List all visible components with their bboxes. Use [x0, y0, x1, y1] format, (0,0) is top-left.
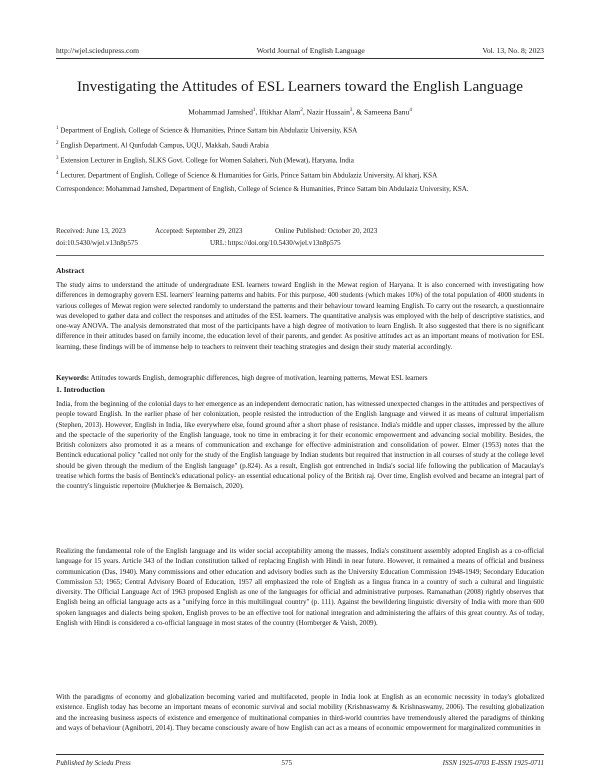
doi-url-link[interactable]: URL: https://doi.org/10.5430/wjel.v13n8p575 — [210, 239, 341, 247]
publication-dates — [56, 225, 455, 249]
intro-paragraph-3: With the paradigms of economy and globalization becoming varied and multifaceted, people in India look at English as an economic necessity in today's globalized existence. English today has become an important means of economic survival and social mobility (Krishnaswamy & Krishnaswamy, 2006). The resulting globalization and the increasing business aspects of existence and emergence of multinational companies in third-world countries have tremendously altered the paradigms of thinking and ways of behaviour (Agnihotri, 2014). They became consciously aware of how English can act as a means of economic empowerment for marginalized communities in — [56, 693, 544, 732]
affiliation-text: Department of English, College of Science & Humanities, Prince Sattam bin Abdulaziz University, KSA — [60, 126, 358, 135]
abstract-heading — [56, 266, 544, 276]
author-separator: , — [352, 107, 357, 117]
author-name: Iftikhar Alam — [259, 107, 301, 117]
affiliation-3 — [56, 154, 544, 166]
journal-name: World Journal of English Language — [256, 45, 365, 55]
intro-heading — [56, 385, 544, 395]
journal-url-link[interactable]: http://wjel.sciedupress.com — [56, 45, 140, 55]
author-separator: , — [255, 107, 260, 117]
page-footer — [56, 759, 544, 771]
header-divider — [56, 58, 544, 59]
keywords — [56, 373, 544, 383]
intro-paragraph-2: Realizing the fundamental role of the English language and its wider social acceptability among the masses, India's constituent assembly adopted English as a co-official language for 15 years. Article 343 of the Indian constitution talked of replacing English with Hindi in near future. However, it remained a means of official and business communication (Das, 1940). Many commissions and other education and advisory bodies such as the University Education Commission 1948-1949; Secondary Education Commission 53; 1965; Central Advisory Board of Education, 1957 all emphasized the role of English as a lingua franca in a country of such a cultural and linguistic diversity. The Official Language Act of 1963 proposed English as one of the languages for official and administrative purposes. Ramanathan (2008) rightly observes that English being an official language acts as a "unifying force in this multilingual country" (p. 111). Against the bewildering linguistic diversity of India with more than 600 spoken languages and dialects being spoken, English proves to be an effective tool for national integration and administering the affairs of this great country. As of today, English with Hindi is considered a co-official language in most states of the country (Hornberger & Vaish, 2009). — [56, 547, 544, 628]
author-affiliation-marker: 4 — [409, 108, 412, 113]
author-name: & Sameena Banu — [356, 107, 410, 117]
author-affiliation-marker: 3 — [349, 108, 353, 113]
affiliation-2 — [56, 139, 544, 151]
correspondence: Correspondence: Mohammad Jamshed, Department of English, College of Science & Humanities, Prince Sattam bin Abdulaziz University, KSA. — [56, 185, 469, 193]
doi: doi:10.5430/wjel.v13n8p575 — [56, 239, 138, 247]
intro-heading-text: 1. Introduction — [56, 385, 105, 394]
author-separator: , — [302, 107, 307, 117]
received-date: Received: June 13, 2023 — [56, 227, 126, 235]
accepted-date: Accepted: September 29, 2023 — [155, 227, 243, 235]
affiliation-text: Extension Lecturer in English, SLKS Govt. College for Women Salaheri, Nuh (Mewat), Haryana, India — [60, 156, 354, 165]
affiliation-1 — [56, 124, 544, 136]
publisher: Published by Sciedu Press — [56, 759, 131, 767]
author-affiliation-marker: 1 — [252, 108, 256, 113]
keywords-text: Attitudes towards English, demographic differences, high degree of motivation, learning patterns, Mewat ESL learners — [89, 374, 428, 382]
online-published-date: Online Published: October 20, 2023 — [275, 227, 378, 235]
author-name: Mohammad Jamshed — [188, 107, 253, 117]
affiliation-text: Lecturer, Department of English, College of Science & Humanities for Girls, Prince Sattam bin Abdulaziz University, Al kharj, KSA — [60, 171, 438, 180]
section-divider — [56, 255, 544, 256]
running-header — [56, 44, 544, 56]
affiliation-number: 4 — [56, 171, 59, 176]
abstract-heading-text: Abstract — [56, 266, 85, 275]
affiliation-number: 2 — [56, 141, 59, 146]
issn: ISSN 1925-0703 E-ISSN 1925-0711 — [442, 759, 544, 767]
affiliation-number: 1 — [56, 126, 59, 131]
keywords-label: Keywords: — [56, 374, 90, 382]
intro-paragraph-1: India, from the beginning of the colonial days to her emergence as an independent democratic nation, has witnessed unexpected changes in the attitudes and perspectives of people toward English. In the earlier phase of her colonization, people resisted the introduction of the English language and viewed it as means of cultural imperialism (Stephen, 2013). However, English in India, like everywhere else, found ground after a short phase of resistance. India's middle and upper classes, impressed by the allure and the spectacle of the superiority of the English language, took no time in embracing it for their economic empowerment and advancing social mobility. Besides, the British colonizers also promoted it as a means of communication and exchange for effective administration and consolidation of power. Elmer (1953) notes that the Bentinck educational policy "called not only for the study of the English language by Indian students but required that instruction in all courses of study at the college level should be given through the medium of the English language" (p.824). As a result, English got entrenched in India's social life following the publication of Macaulay's treatise which forms the basis of Bentinck's educational policy- an essential educational policy of the British raj. Over time, English evolved and became an integral part of the country's linguistic repertoire (Mukherjee & Bernaisch, 2020). — [56, 400, 544, 491]
page-number: 575 — [281, 759, 293, 767]
author-list — [40, 106, 560, 118]
footer-divider — [56, 754, 544, 755]
author-affiliation-marker: 2 — [300, 108, 303, 113]
abstract-text: The study aims to understand the attitude of undergraduate ESL learners toward English in the Mewat region of Haryana. It is also concerned with investigating how differences in demography govern ESL learners' learning patterns and habits. For this purpose, 400 students (which makes 10%) of the total population of 4000 students in various colleges of Mewat region were selected randomly to understand the patterns and their behaviour toward learning English. To carry out the research, a questionnaire was developed to gather data and collect the responses and attitudes of the ESL learners. The quantitative analysis was employed with the help of descriptive statistics, and one-way ANOVA. The analysis demonstrated that most of the participants have a high degree of motivation to learn English. It also suggested that there is no significant difference in their attitudes based on family income, the education level of their parents, and gender. As positive attitudes act as an important means of motivation for ESL learning, these findings will be of immense help to teachers to reinvent their teaching strategies and design their study material accordingly. — [56, 281, 544, 351]
volume-issue: Vol. 13, No. 8; 2023 — [482, 45, 544, 55]
affiliation-4 — [56, 169, 544, 181]
paper-title: Investigating the Attitudes of ESL Learners toward the English Language — [76, 78, 524, 95]
affiliation-number: 3 — [56, 156, 59, 161]
author-name: Nazir Hussain — [306, 107, 350, 117]
affiliation-text: English Department, Al Qunfudah Campus, UQU, Makkah, Saudi Arabia — [60, 141, 269, 150]
